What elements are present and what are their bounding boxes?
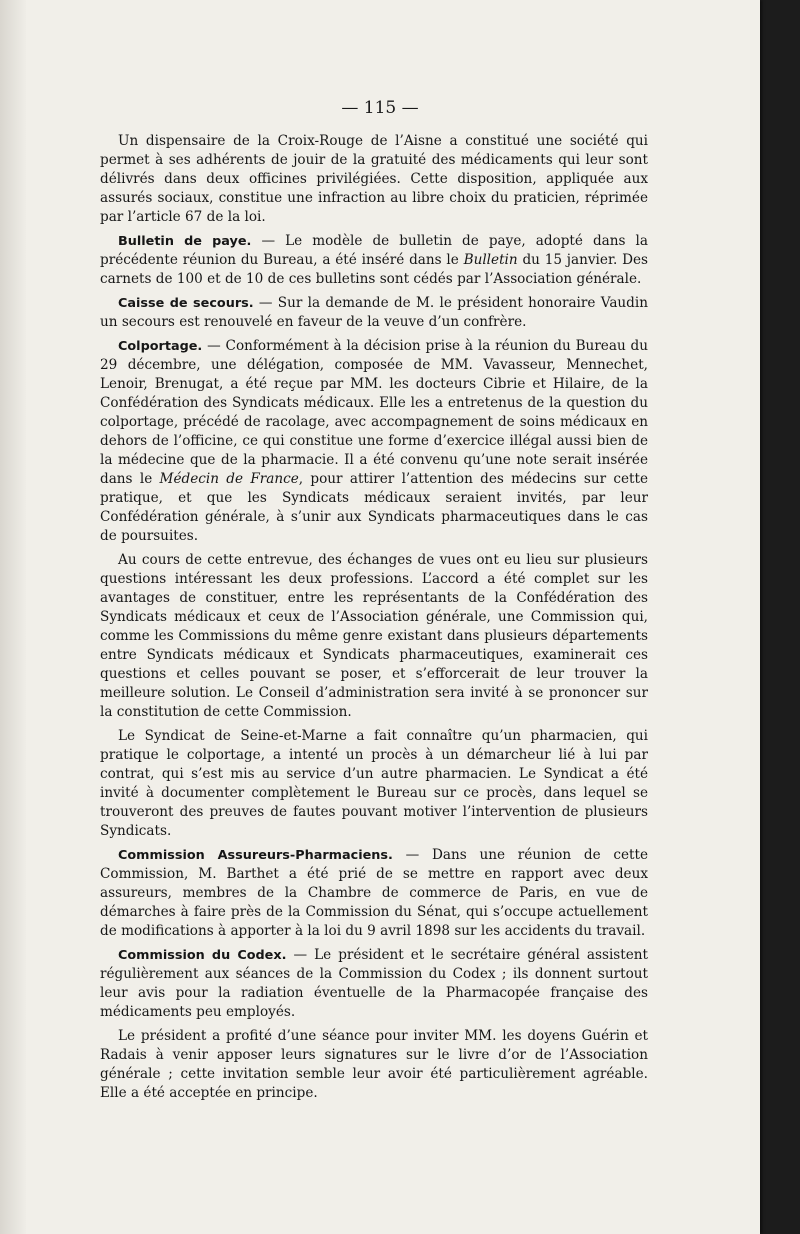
paragraph-commission-codex: Commission du Codex. — Le président et le secrétaire général assistent régulièrement aux séances de la Commission du Codex ; ils donnent surtout leur avis pour la radiation éventuelle de la Pharmacopée française des médicaments peu employés. xyxy=(100,947,648,1020)
page-number: — 115 — xyxy=(341,98,419,118)
paragraph-seine-et-marne: Le Syndicat de Seine-et-Marne a fait connaître qu’un pharmacien, qui pratique le colportage, a intenté un procès à un démarcheur lié à lui par contrat, qui s’est mis au service d’un autre pharmacien. Le Syndicat a été invité à documenter complètement le Bureau sur ce procès, dans lequel se trouveront des preuves de fautes pouvant motiver l’intervention de plusieurs Syndicats. xyxy=(100,728,648,839)
paragraph-bulletin-de-paye: Bulletin de paye. — Le modèle de bulletin de paye, adopté dans la précédente réunion du Bureau, a été inséré dans le Bulletin du 15 janvier. Des carnets de 100 et de 10 de ces bulletins sont cédés par l’Association générale. xyxy=(100,233,648,287)
section-heading: Bulletin de paye. xyxy=(118,234,252,249)
paragraph-commission-assureurs: Commission Assureurs-Pharmaciens. — Dans une réunion de cette Commission, M. Barthet a été prié de se mettre en rapport avec deux assureurs, membres de la Chambre de commerce de Paris, en vue de démarches à faire près de la Commission du Sénat, qui s’occupe actuellement de modifications à apporter à la loi du 9 avril 1898 sur les accidents du travail. xyxy=(100,847,648,939)
body-text xyxy=(100,132,648,1108)
section-heading: Commission Assureurs-Pharmaciens. xyxy=(118,848,393,863)
paragraph-colportage: Colportage. — Conformément à la décision prise à la réunion du Bureau du 29 décembre, une délégation, composée de MM. Vavasseur, Mennechet, Lenoir, Brenugat, a été reçue par MM. les docteurs Cibrie et Hilaire, de la Confédération des Syndicats médicaux. Elle les a entretenus de la question du colportage, précédé de racolage, avec accompagnement de soins médicaux en dehors de l’officine, ce qui constitue une forme d’exercice illégal aussi bien de la médecine que de la pharmacie. Il a été convenu qu’une note serait insérée dans le Médecin de France, pour attirer l’attention des médecins sur cette pratique, et que les Syndicats médicaux seraient invités, par leur Confédération générale, à s’unir aux Syndicats pharmaceutiques dans le cas de poursuites. xyxy=(100,338,648,544)
paragraph-entrevue: Au cours de cette entrevue, des échanges de vues ont eu lieu sur plusieurs questions intéressant les deux professions. L’accord a été complet sur les avantages de constituer, entre les représentants de la Confédération des Syndicats médicaux et ceux de l’Association générale, une Commission qui, comme les Commissions du même genre existant dans plusieurs départements entre Syndicats médicaux et Syndicats pharmaceutiques, examinerait ces questions et celles pouvant se poser, et s’efforcerait de leur trouver la meilleure solution. Le Conseil d’administration sera invité à se prononcer sur la constitution de cette Commission. xyxy=(100,552,648,720)
paragraph-livre-d-or: Le président a profité d’une séance pour inviter MM. les doyens Guérin et Radais à venir apposer leurs signatures sur le livre d’or de l’Association générale ; cette invitation semble leur avoir été particulièrement agréable. Elle a été acceptée en principe. xyxy=(100,1028,648,1101)
paragraph-croix-rouge: Un dispensaire de la Croix-Rouge de l’Aisne a constitué une société qui permet à ses adhérents de jouir de la gratuité des médicaments qui leur sont délivrés dans deux officines privilégiées. Cette disposition, appliquée aux assurés sociaux, constitue une infraction au libre choix du praticien, réprimée par l’article 67 de la loi. xyxy=(100,133,648,225)
section-heading: Colportage. xyxy=(118,339,203,354)
paragraph-caisse-de-secours: Caisse de secours. — Sur la demande de M. le président honoraire Vaudin un secours est renouvelé en faveur de la veuve d’un confrère. xyxy=(100,295,648,330)
section-heading: Caisse de secours. xyxy=(118,296,254,311)
page-edge-shadow xyxy=(0,0,26,1234)
section-heading: Commission du Codex. xyxy=(118,948,287,963)
